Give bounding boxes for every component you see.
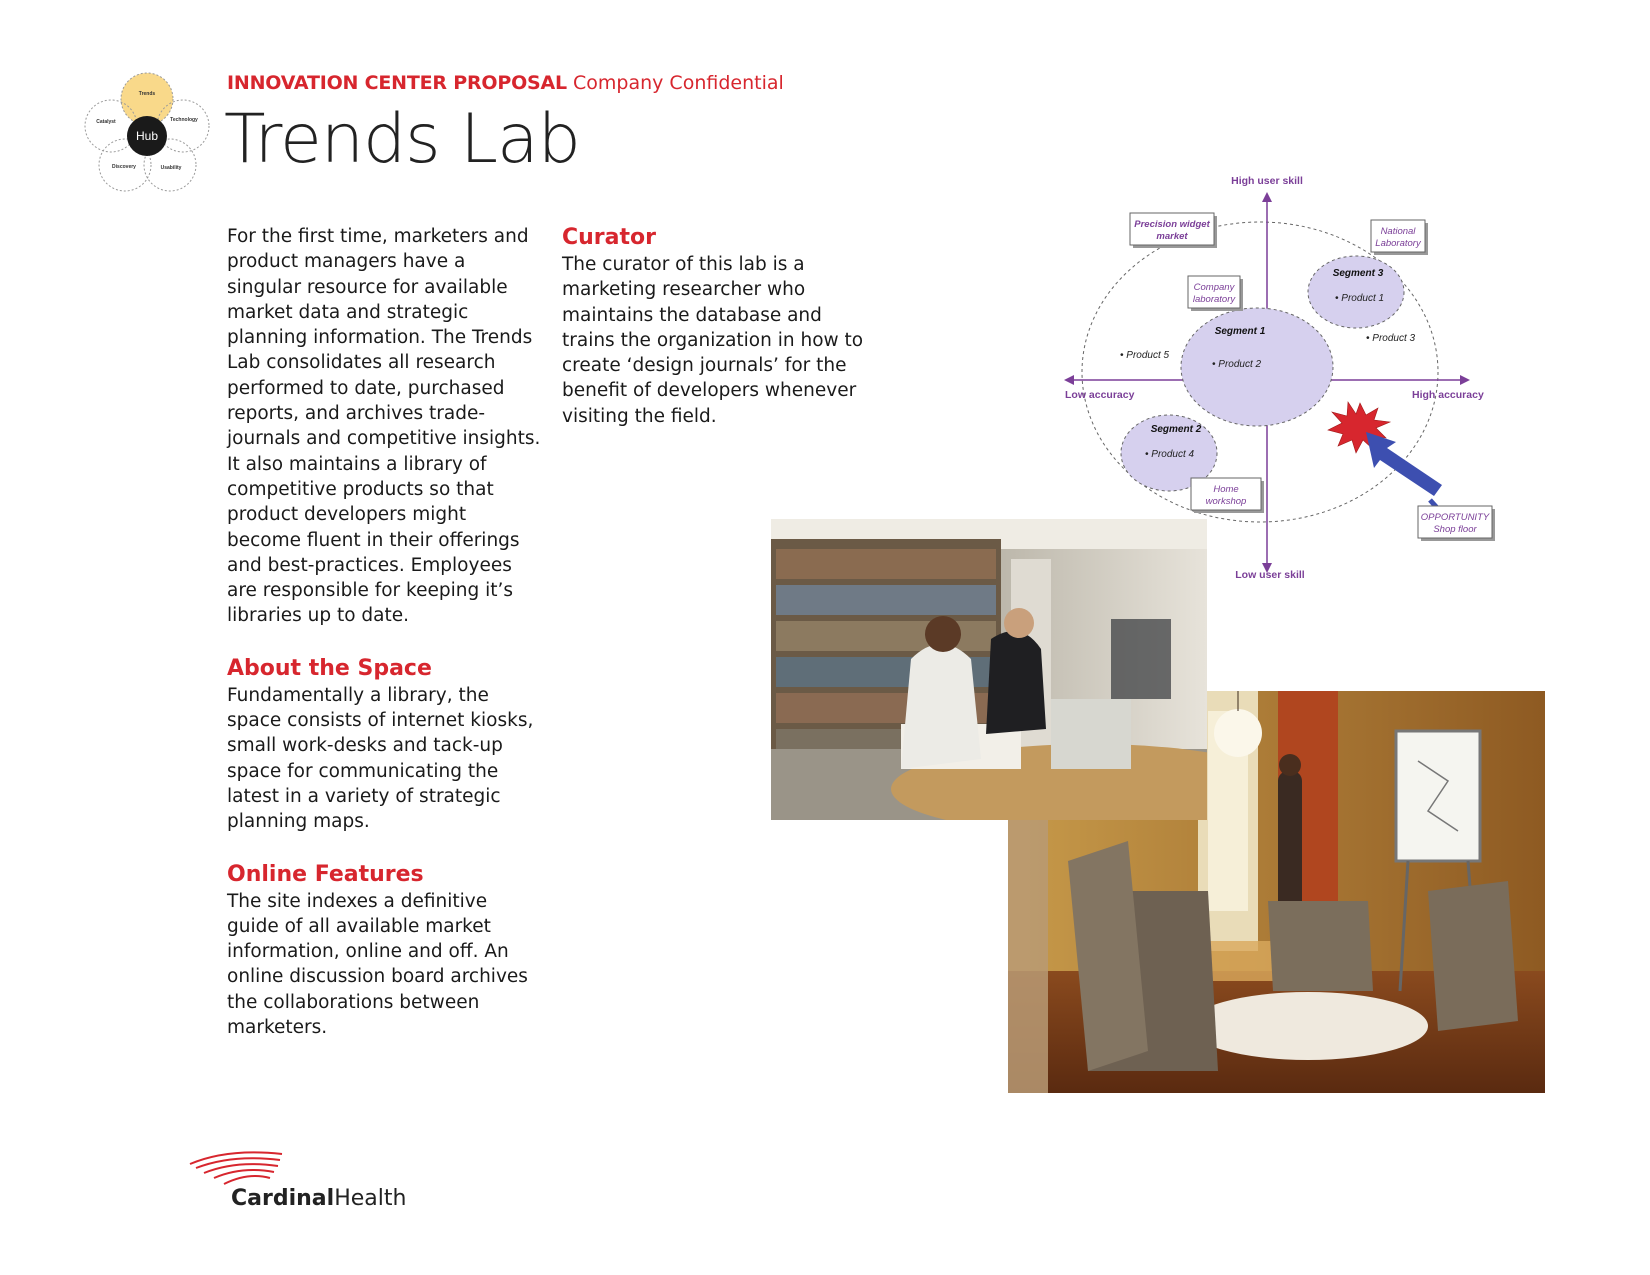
online-heading: Online Features: [227, 861, 424, 887]
box-national-line1: National: [1380, 226, 1416, 237]
axis-label-top: High user skill: [1231, 175, 1303, 187]
box-home-line2: workshop: [1205, 496, 1247, 507]
intro-paragraph: For the first time, marketers and product managers have a singular resource for available market data and strategic planning information. The Trends Lab consolidates all research performed to date, purchased reports, and archives trade-journals and competitive insights. It also maintains a library of competitive products so that product developers might become fluent in their offerings and best-practices. Employees are responsible for keeping it’s libraries up to date.: [227, 226, 541, 627]
box-precision-line1: Precision widget: [1134, 219, 1210, 230]
left-column: [227, 224, 542, 1040]
product-4-label: • Product 4: [1145, 449, 1195, 460]
axis-arrow-right: [1460, 375, 1470, 385]
cardinal-health-logo-icon: [188, 1146, 288, 1190]
product-3-label: • Product 3: [1366, 333, 1416, 344]
about-heading: About the Space: [227, 655, 432, 681]
product-1-label: • Product 1: [1335, 293, 1385, 304]
axis-arrow-left: [1064, 375, 1074, 385]
axis-label-bottom: Low user skill: [1235, 569, 1305, 581]
product-5-label: • Product 5: [1120, 350, 1170, 361]
page-title: Trends Lab: [224, 100, 580, 179]
segment-2-label: Segment 2: [1150, 424, 1202, 435]
logo-light: Health: [334, 1186, 407, 1211]
product-2-label: • Product 2: [1212, 359, 1262, 370]
curator-section: [562, 224, 872, 429]
axis-arrow-up: [1262, 192, 1272, 202]
kicker-proposal: INNOVATION CENTER PROPOSAL: [227, 72, 567, 94]
box-company-line1: Company: [1193, 282, 1235, 293]
hub-label-technology: Technology: [170, 117, 198, 123]
library-photo: [771, 519, 1207, 820]
box-opportunity-line2: Shop floor: [1433, 524, 1477, 535]
logo-bold: Cardinal: [231, 1186, 335, 1211]
online-paragraph: The site indexes a definitive guide of all available market information, online and off. An online discussion board archives the collaborations between marketers.: [227, 890, 528, 1039]
hub-label-usability: Usability: [160, 165, 182, 171]
axis-label-right: High accuracy: [1412, 389, 1484, 401]
document-kicker: [227, 72, 784, 94]
hub-diagram: [84, 70, 214, 194]
box-precision-line2: market: [1156, 231, 1188, 242]
segment-1-label: Segment 1: [1214, 326, 1266, 337]
hub-label-discovery: Discovery: [112, 164, 136, 170]
about-paragraph: Fundamentally a library, the space consists of internet kiosks, small work-desks and tack-up space for communicating the latest in a variety of strategic planning maps.: [227, 684, 534, 833]
hub-label-catalyst: Catalyst: [96, 119, 116, 125]
hub-label-trends: Trends: [138, 91, 156, 97]
segment-3-ellipse: [1308, 256, 1404, 328]
box-home-line1: Home: [1213, 484, 1239, 495]
segment-3-label: Segment 3: [1332, 268, 1384, 279]
box-national-line2: Laboratory: [1375, 238, 1421, 249]
online-section: [227, 861, 542, 1041]
kicker-confidential: Company Confidential: [573, 72, 784, 94]
about-section: [227, 655, 542, 835]
hub-center-label: Hub: [135, 129, 159, 143]
box-company-line2: laboratory: [1192, 294, 1236, 305]
cardinal-health-wordmark: [231, 1186, 406, 1211]
box-opportunity-line1: OPPORTUNITY: [1420, 512, 1490, 523]
curator-heading: Curator: [562, 225, 656, 250]
curator-paragraph: The curator of this lab is a marketing researcher who maintains the database and trains the organization in how to create ‘design journals’ for the benefit of developers whenever visiting the field.: [562, 254, 864, 427]
axis-label-left: Low accuracy: [1065, 389, 1135, 401]
opportunity-arrow-icon: [1366, 432, 1442, 496]
